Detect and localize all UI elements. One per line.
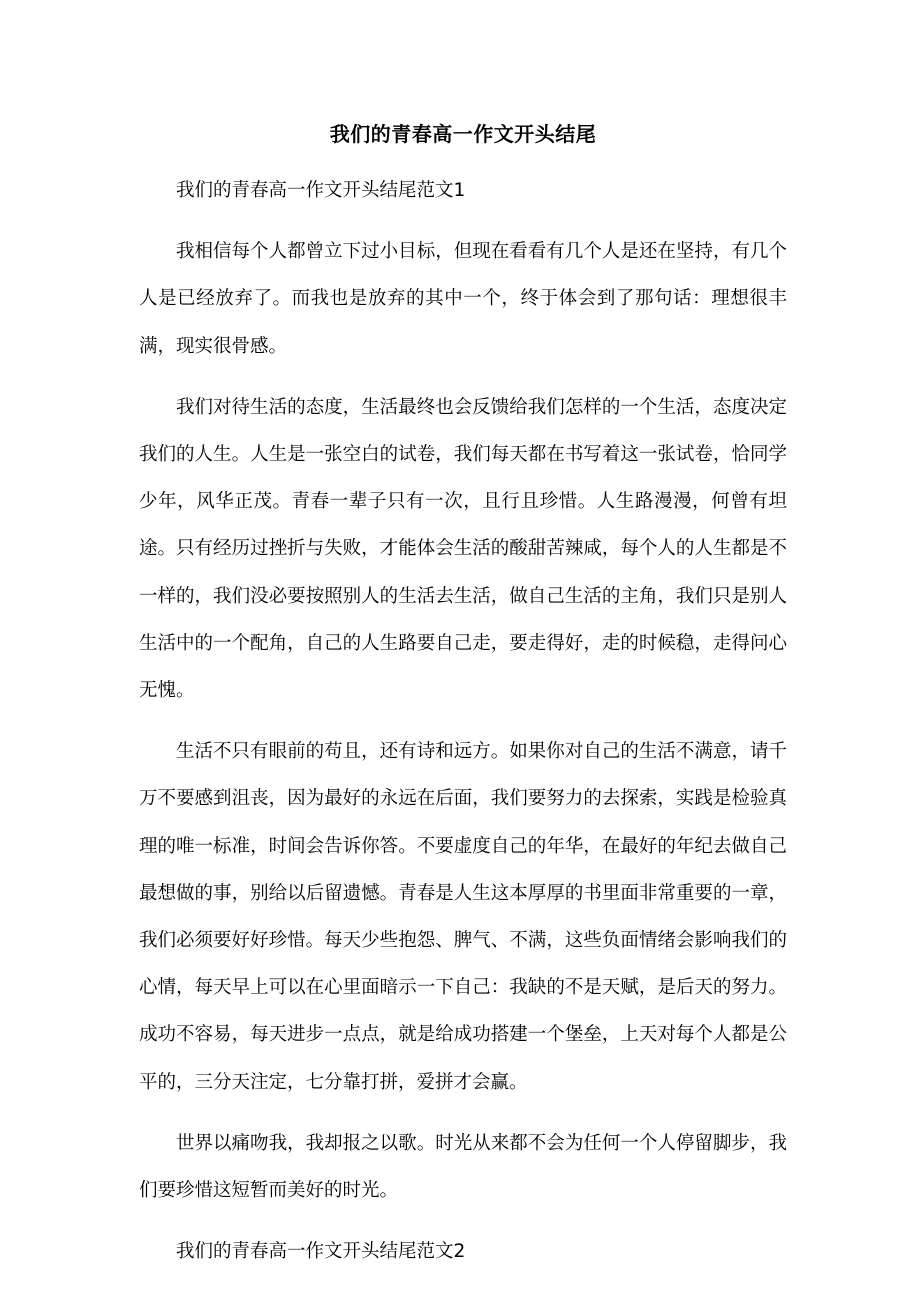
body-paragraph-2: 我们对待生活的态度，生活最终也会反馈给我们怎样的一个生活，态度决定我们的人生。人生是一张空白的试卷，我们每天都在书写着这一张试卷，恰同学少年，风华正茂。青春一辈子只有一次，且行且珍惜。人生路漫漫，何曾有坦途。只有经历过挫折与失败，才能体会生活的酸甜苦辣咸，每个人的人生都是不一样的，我们没必要按照别人的生活去生活，做自己生活的主角，我们只是别人生活中的一个配角，自己的人生路要自己走，要走得好，走的时候稳，走得问心无愧。	[139, 396, 787, 702]
document-page	[139, 120, 787, 1289]
body-paragraph-1: 我相信每个人都曾立下过小目标，但现在看看有几个人是还在坚持，有几个人是已经放弃了。而我也是放弃的其中一个，终于体会到了那句话：理想很丰满，现实很骨感。	[139, 241, 787, 357]
body-paragraph-4: 世界以痛吻我，我却报之以歌。时光从来都不会为任何一个人停留脚步，我们要珍惜这短暂而美好的时光。	[139, 1132, 787, 1202]
essay-heading-2: 我们的青春高一作文开头结尾范文2	[176, 1241, 466, 1263]
body-paragraph-3: 生活不只有眼前的苟且，还有诗和远方。如果你对自己的生活不满意，请千万不要感到沮丧，因为最好的永远在后面，我们要努力的去探索，实践是检验真理的唯一标准，时间会告诉你答。不要虚度自己的年华，在最好的年纪去做自己最想做的事，别给以后留遗憾。青春是人生这本厚厚的书里面非常重要的一章，我们必须要好好珍惜。每天少些抱怨、脾气、不满，这些负面情绪会影响我们的心情，每天早上可以在心里面暗示一下自己：我缺的不是天赋，是后天的努力。成功不容易，每天进步一点点，就是给成功搭建一个堡垒，上天对每个人都是公平的，三分天注定，七分靠打拼，爱拼才会赢。	[139, 741, 787, 1093]
essay-heading-1: 我们的青春高一作文开头结尾范文1	[176, 180, 466, 201]
document-title: 我们的青春高一作文开头结尾	[329, 122, 597, 146]
